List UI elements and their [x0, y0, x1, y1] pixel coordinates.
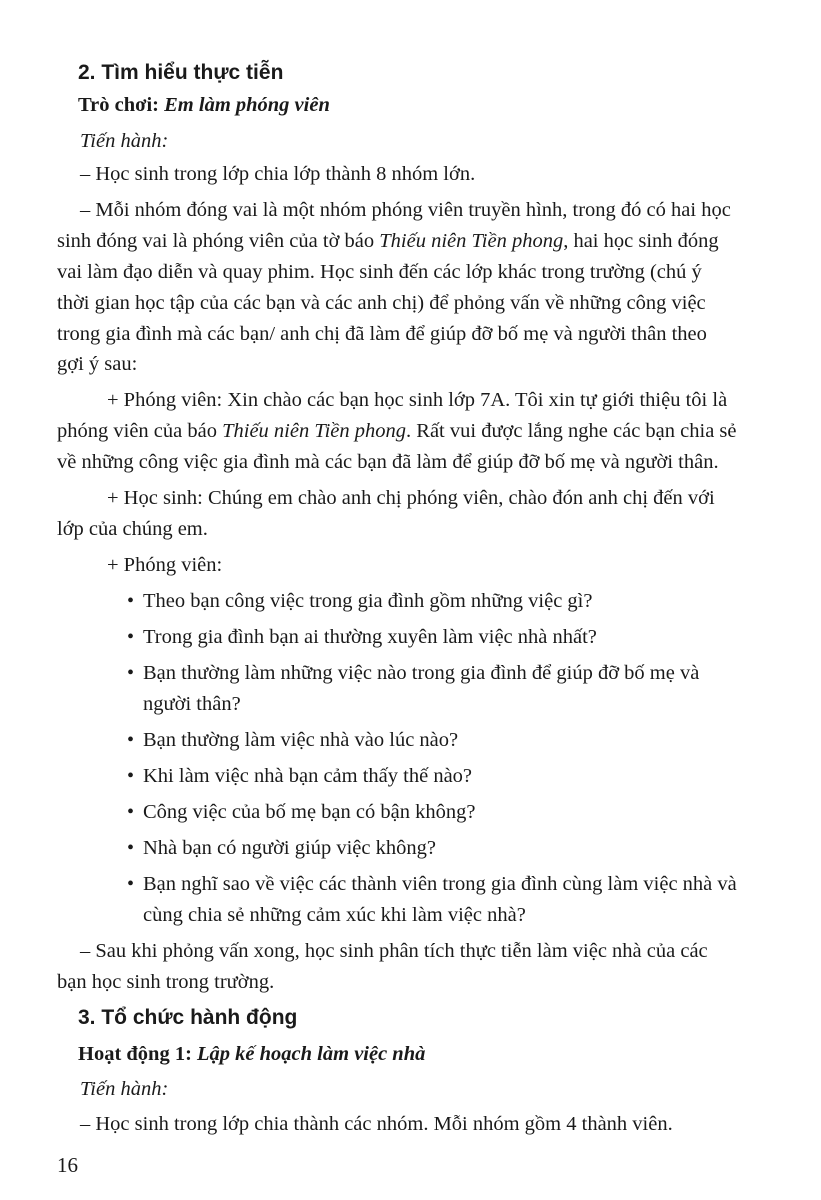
activity-line [78, 1040, 425, 1068]
question-1: Theo bạn công việc trong gia đình gồm những việc gì? [143, 590, 593, 612]
game-label: Trò chơi: [78, 94, 159, 116]
question-3-line-1: Bạn thường làm những việc nào trong gia đình để giúp đỡ bố mẹ và [143, 662, 700, 684]
bullet-icon: • [127, 837, 135, 859]
paragraph-roles-line-4: thời gian học tập của các bạn và các anh chị) để phỏng vấn về những công việc [57, 292, 706, 314]
game-line [78, 91, 330, 119]
bullet-icon: • [127, 729, 135, 751]
newspaper-name: Thiếu niên Tiền phong [379, 230, 564, 252]
closing-line-1: – Sau khi phỏng vấn xong, học sinh phân tích thực tiễn làm việc nhà của các [80, 940, 708, 962]
section-3-heading: 3. Tổ chức hành động [78, 1006, 298, 1029]
paragraph-roles-line-3: vai làm đạo diễn và quay phim. Học sinh đến các lớp khác trong trường (chú ý [57, 261, 702, 283]
reporter-intro-line-1: + Phóng viên: Xin chào các bạn học sinh lớp 7A. Tôi xin tự giới thiệu tôi là [107, 389, 728, 411]
game-title: Em làm phóng viên [164, 94, 330, 116]
activity-label: Hoạt động 1: [78, 1043, 192, 1065]
student-reply-line-2: lớp của chúng em. [57, 518, 208, 540]
student-reply-line-1: + Học sinh: Chúng em chào anh chị phóng viên, chào đón anh chị đến với [107, 487, 715, 509]
reporter-intro-line-2: phóng viên của báo Thiếu niên Tiền phong. Rất vui được lắng nghe các bạn chia sẻ [57, 420, 737, 442]
question-2: Trong gia đình bạn ai thường xuyên làm việc nhà nhất? [143, 626, 597, 648]
bullet-icon: • [127, 801, 135, 823]
closing-line-2: bạn học sinh trong trường. [57, 971, 275, 993]
paragraph-roles-line-1: – Mỗi nhóm đóng vai là một nhóm phóng viên truyền hình, trong đó có hai học [80, 199, 731, 221]
bullet-icon: • [127, 765, 135, 787]
bullet-icon: • [127, 626, 135, 648]
reporter-label: + Phóng viên: [107, 554, 223, 576]
procedure-label: Tiến hành: [80, 130, 169, 152]
section-2-heading: 2. Tìm hiểu thực tiễn [78, 61, 284, 84]
bullet-icon: • [127, 873, 135, 895]
activity-title: Lập kế hoạch làm việc nhà [197, 1043, 426, 1065]
paragraph-roles-line-6: gợi ý sau: [57, 353, 138, 375]
page-number: 16 [57, 1153, 78, 1177]
question-5: Khi làm việc nhà bạn cảm thấy thế nào? [143, 765, 473, 787]
reporter-intro-line-3: về những công việc gia đình mà các bạn đã làm để giúp đỡ bố mẹ và người thân. [57, 451, 719, 473]
question-7: Nhà bạn có người giúp việc không? [143, 837, 436, 859]
question-6: Công việc của bố mẹ bạn có bận không? [143, 801, 476, 823]
question-8-line-2: cùng chia sẻ những cảm xúc khi làm việc nhà? [143, 904, 526, 926]
question-8-line-1: Bạn nghĩ sao về việc các thành viên trong gia đình cùng làm việc nhà và [143, 873, 737, 895]
paragraph-roles-line-5: trong gia đình mà các bạn/ anh chị đã làm để giúp đỡ bố mẹ và người thân theo [57, 323, 707, 345]
paragraph-roles-line-2: sinh đóng vai là phóng viên của tờ báo Thiếu niên Tiền phong, hai học sinh đóng [57, 230, 719, 252]
bullet-icon: • [127, 590, 135, 612]
bullet-icon: • [127, 662, 135, 684]
question-3-line-2: người thân? [143, 693, 241, 715]
newspaper-name: Thiếu niên Tiền phong [222, 420, 407, 442]
procedure-label-2: Tiến hành: [80, 1078, 169, 1100]
question-4: Bạn thường làm việc nhà vào lúc nào? [143, 729, 459, 751]
paragraph-groups: – Học sinh trong lớp chia lớp thành 8 nhóm lớn. [80, 163, 476, 185]
activity-paragraph: – Học sinh trong lớp chia thành các nhóm. Mỗi nhóm gồm 4 thành viên. [80, 1113, 673, 1135]
